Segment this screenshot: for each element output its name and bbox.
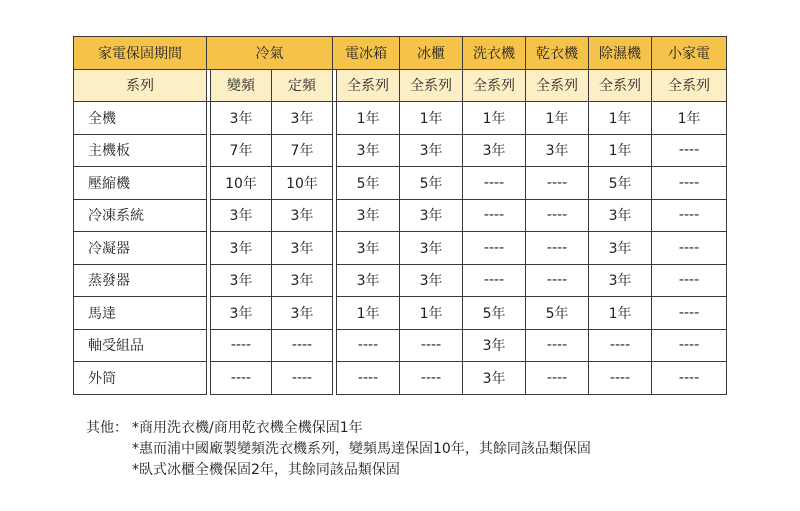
table-cell: 3年 (463, 329, 526, 362)
table-cell: 3年 (589, 264, 652, 297)
table-cell: 3年 (272, 264, 333, 297)
table-cell: ---- (526, 199, 589, 232)
header-group-small-appliance: 小家電 (652, 37, 727, 70)
table-cell: ---- (652, 297, 727, 330)
warranty-table (73, 36, 727, 395)
table-cell: 1年 (337, 102, 400, 135)
table-cell: ---- (463, 232, 526, 265)
subheader-item: 全系列 (526, 69, 589, 102)
table-cell: 1年 (463, 102, 526, 135)
table-cell: 3年 (211, 264, 272, 297)
subheader-item: 全系列 (589, 69, 652, 102)
table-cell: 7年 (211, 134, 272, 167)
table-cell: 1年 (589, 134, 652, 167)
table-row (74, 102, 727, 135)
header-title-cell: 家電保固期間 (74, 37, 207, 70)
table-cell: 3年 (526, 134, 589, 167)
notes-text: *商用洗衣機/商用乾衣機全機保固1年 (132, 420, 363, 436)
table-cell: 3年 (463, 362, 526, 395)
table-cell: ---- (272, 329, 333, 362)
table-cell: ---- (272, 362, 333, 395)
row-label: 冷凍系統 (74, 199, 207, 232)
table-cell: 3年 (211, 199, 272, 232)
header-row (74, 37, 727, 70)
table-cell: 3年 (272, 199, 333, 232)
table-cell: ---- (337, 329, 400, 362)
table-cell: ---- (652, 167, 727, 200)
row-label: 主機板 (74, 134, 207, 167)
table-cell: ---- (463, 167, 526, 200)
table-cell: 3年 (400, 232, 463, 265)
table-cell: 3年 (589, 199, 652, 232)
table-cell: 3年 (211, 102, 272, 135)
subheader-item: 全系列 (463, 69, 526, 102)
header-group-washer: 洗衣機 (463, 37, 526, 70)
subheader-item: 全系列 (652, 69, 727, 102)
notes-line (86, 439, 591, 460)
header-group-dehumidifier: 除濕機 (589, 37, 652, 70)
table-cell: ---- (526, 264, 589, 297)
subheader-item: 變頻 (211, 69, 272, 102)
table-cell: ---- (652, 362, 727, 395)
table-cell: ---- (589, 362, 652, 395)
table-cell: 3年 (337, 232, 400, 265)
subheader-label: 系列 (74, 69, 207, 102)
table-cell: 3年 (272, 102, 333, 135)
table-cell: ---- (400, 362, 463, 395)
notes-text: *惠而浦中國廠製變頻洗衣機系列，變頻馬達保固10年，其餘同該品類保固 (132, 441, 591, 457)
table-row (74, 329, 727, 362)
table-row (74, 264, 727, 297)
table-cell: 5年 (526, 297, 589, 330)
row-label: 壓縮機 (74, 167, 207, 200)
table-cell: ---- (463, 264, 526, 297)
table-cell: 3年 (400, 199, 463, 232)
table-cell: ---- (463, 199, 526, 232)
table-cell: 5年 (463, 297, 526, 330)
table-cell: 3年 (400, 134, 463, 167)
table-cell: ---- (526, 167, 589, 200)
table-cell: 5年 (337, 167, 400, 200)
header-group-fridge: 電冰箱 (333, 37, 400, 70)
table-cell: 1年 (589, 102, 652, 135)
table-row (74, 362, 727, 395)
subheader-item: 全系列 (337, 69, 400, 102)
table-cell: ---- (337, 362, 400, 395)
table-cell: 1年 (400, 102, 463, 135)
table-cell: 3年 (272, 297, 333, 330)
notes-text: *臥式冰櫃全機保固2年，其餘同該品類保固 (132, 462, 400, 478)
table-cell: ---- (526, 329, 589, 362)
row-label: 外筒 (74, 362, 207, 395)
table-cell: ---- (652, 329, 727, 362)
notes-label: 其他： (86, 420, 128, 436)
row-label: 馬達 (74, 297, 207, 330)
notes-line (86, 418, 591, 439)
subheader-item: 定頻 (272, 69, 333, 102)
table-cell: 3年 (211, 297, 272, 330)
table-cell: 10年 (272, 167, 333, 200)
notes-line (86, 460, 591, 481)
table-cell: 1年 (652, 102, 727, 135)
row-label: 軸受組品 (74, 329, 207, 362)
row-label: 冷凝器 (74, 232, 207, 265)
header-group-freezer: 冰櫃 (400, 37, 463, 70)
table-cell: 3年 (211, 232, 272, 265)
row-label: 全機 (74, 102, 207, 135)
subheader-item: 全系列 (400, 69, 463, 102)
table-cell: 3年 (400, 264, 463, 297)
header-group-dryer: 乾衣機 (526, 37, 589, 70)
table-cell: ---- (652, 199, 727, 232)
table-cell: 3年 (272, 232, 333, 265)
notes-block (86, 418, 591, 481)
table-cell: 3年 (337, 199, 400, 232)
table-cell: ---- (526, 362, 589, 395)
table-cell: 3年 (337, 264, 400, 297)
table-cell: 1年 (337, 297, 400, 330)
table-cell: 5年 (589, 167, 652, 200)
table-cell: 1年 (589, 297, 652, 330)
table-cell: 1年 (400, 297, 463, 330)
table-cell: ---- (400, 329, 463, 362)
table-cell: 1年 (526, 102, 589, 135)
table-cell: 7年 (272, 134, 333, 167)
table-row (74, 232, 727, 265)
header-group-aircon: 冷氣 (207, 37, 333, 70)
table-cell: 3年 (589, 232, 652, 265)
table-cell: 5年 (400, 167, 463, 200)
table-cell: ---- (652, 232, 727, 265)
row-label: 蒸發器 (74, 264, 207, 297)
table-cell: ---- (589, 329, 652, 362)
table-cell: 3年 (463, 134, 526, 167)
table-cell: ---- (211, 329, 272, 362)
table-row (74, 199, 727, 232)
table-cell: ---- (526, 232, 589, 265)
table-cell: 10年 (211, 167, 272, 200)
table-row (74, 167, 727, 200)
table-cell: ---- (652, 264, 727, 297)
table-cell: 3年 (337, 134, 400, 167)
table-row (74, 297, 727, 330)
table-cell: ---- (652, 134, 727, 167)
table-row (74, 134, 727, 167)
subheader-row (74, 69, 727, 102)
table-cell: ---- (211, 362, 272, 395)
